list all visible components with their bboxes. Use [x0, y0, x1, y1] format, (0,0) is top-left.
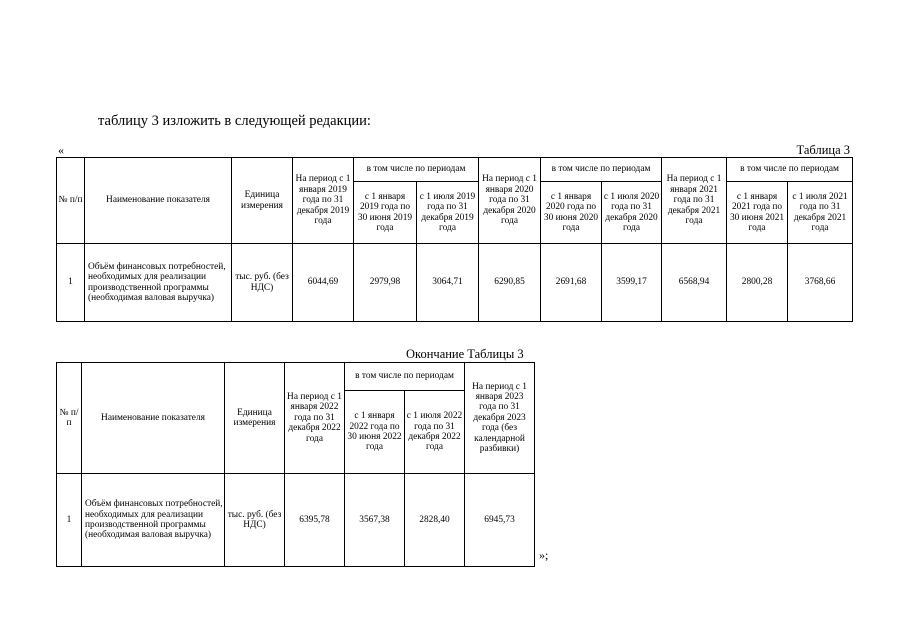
header-name: Наименование показателя	[85, 158, 232, 244]
value-2020-h1: 2691,68	[541, 244, 602, 322]
header-num: № п/п	[57, 158, 85, 244]
header-unit: Единица измерения	[232, 158, 293, 244]
header-2019-h2: с 1 июля 2019 года по 31 декабря 2019 года	[417, 182, 479, 244]
value-2023: 6945,73	[465, 474, 535, 567]
header-2022-h2: с 1 июля 2022 года по 31 декабря 2022 года	[405, 391, 465, 474]
header-period-2019: На период с 1 января 2019 года по 31 декабря 2019 года	[293, 158, 354, 244]
header-unit: Единица измерения	[225, 363, 285, 474]
intro-text: таблицу 3 изложить в следующей редакции:	[98, 113, 371, 129]
header-subperiods-2022: в том числе по периодам	[345, 363, 465, 391]
header-2021-h2: с 1 июля 2021 года по 31 декабря 2021 года	[788, 182, 853, 244]
header-subperiods-2019: в том числе по периодам	[354, 158, 479, 182]
value-2022-h2: 2828,40	[405, 474, 465, 567]
value-2019: 6044,69	[293, 244, 354, 322]
table-row	[57, 474, 535, 567]
value-2019-h1: 2979,98	[354, 244, 417, 322]
header-2020-h1: с 1 января 2020 года по 30 июня 2020 года	[541, 182, 602, 244]
header-name: Наименование показателя	[82, 363, 225, 474]
row-unit: тыс. руб. (без НДС)	[225, 474, 285, 567]
header-subperiods-2020: в том числе по периодам	[541, 158, 662, 182]
header-2020-h2: с 1 июля 2020 года по 31 декабря 2020 года	[602, 182, 662, 244]
table2-caption: Окончание Таблицы 3	[406, 347, 524, 361]
header-2019-h1: с 1 января 2019 года по 30 июня 2019 года	[354, 182, 417, 244]
header-period-2023: На период с 1 января 2023 года по 31 декабря 2023 года (без календарной разбивки)	[465, 363, 535, 474]
value-2021-h2: 3768,66	[788, 244, 853, 322]
table-3-ending	[56, 362, 535, 567]
row-name: Объём финансовых потребностей, необходимых для реализации производственной программы (необходимая валовая выручка)	[85, 244, 232, 322]
value-2022: 6395,78	[285, 474, 345, 567]
opening-quote: «	[58, 143, 64, 157]
row-name: Объём финансовых потребностей, необходимых для реализации производственной программы (необходимая валовая выручка)	[82, 474, 225, 567]
table1-caption: Таблица 3	[796, 143, 850, 157]
value-2020: 6290,85	[479, 244, 541, 322]
header-period-2022: На период с 1 января 2022 года по 31 декабря 2022 года	[285, 363, 345, 474]
table-row	[57, 244, 853, 322]
row-num: 1	[57, 474, 82, 567]
header-period-2021: На период с 1 января 2021 года по 31 декабря 2021 года	[662, 158, 727, 244]
header-2022-h1: с 1 января 2022 года по 30 июня 2022 года	[345, 391, 405, 474]
value-2019-h2: 3064,71	[417, 244, 479, 322]
table-3	[56, 157, 853, 322]
header-num: № п/п	[57, 363, 82, 474]
value-2021: 6568,94	[662, 244, 727, 322]
header-subperiods-2021: в том числе по периодам	[727, 158, 853, 182]
closing-quote: »;	[539, 548, 549, 562]
value-2020-h2: 3599,17	[602, 244, 662, 322]
row-num: 1	[57, 244, 85, 322]
value-2022-h1: 3567,38	[345, 474, 405, 567]
header-period-2020: На период с 1 января 2020 года по 31 декабря 2020 года	[479, 158, 541, 244]
value-2021-h1: 2800,28	[727, 244, 788, 322]
row-unit: тыс. руб. (без НДС)	[232, 244, 293, 322]
header-2021-h1: с 1 января 2021 года по 30 июня 2021 года	[727, 182, 788, 244]
